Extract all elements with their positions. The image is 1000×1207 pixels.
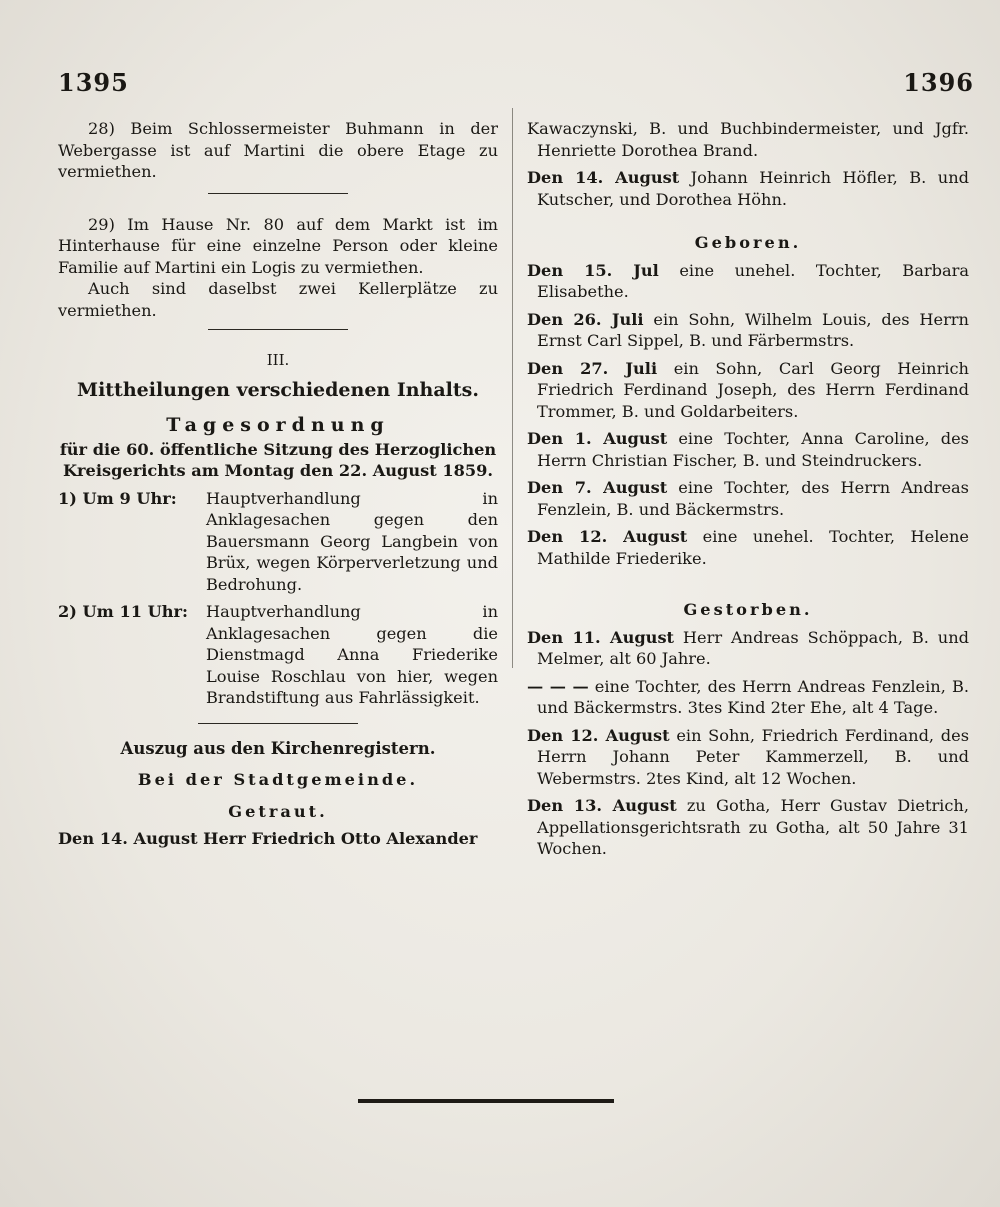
church-register-title: Auszug aus den Kirchenregistern. xyxy=(120,738,436,758)
died-entry xyxy=(527,795,969,860)
entry-date: Den 26. Juli xyxy=(527,309,644,329)
advert-29: 29) Im Hause Nr. 80 auf dem Markt ist im Hinterhause für eine einzelne Person oder kleine Familie auf Martini ein Logis zu vermiethen. xyxy=(58,214,498,277)
entry-date: Den 14. August xyxy=(527,168,680,187)
died-heading: Gestorben. xyxy=(683,600,813,619)
section-title: Mittheilungen verschiedenen Inhalts. xyxy=(77,378,479,401)
entry-text: eine unehel. Tochter, Helene Mathilde Friederike. xyxy=(537,527,969,568)
section-number: III. xyxy=(266,351,290,369)
born-entry xyxy=(527,526,969,569)
parish-title: Bei der Stadtgemeinde. xyxy=(137,770,419,789)
entry-date: Den 13. August xyxy=(527,796,677,815)
died-entry xyxy=(527,676,969,719)
agenda-item-text: Hauptverhandlung in Anklagesachen gegen die Dienstmagd Anna Friederike Louise Roschlau von hier, wegen Brandstiftung aus Fahrlässigkeit. xyxy=(206,602,498,707)
entry-text: zu Gotha, Herr Gustav Dietrich, Appellationsgerichtsrath zu Gotha, alt 50 Jahre 31 Wochen. xyxy=(537,796,970,858)
entry-date: — — — xyxy=(527,676,589,696)
entry-text: eine Tochter, Anna Caroline, des Herrn Christian Fischer, B. und Steindruckers. xyxy=(537,429,969,470)
entry-text: ein Sohn, Wilhelm Louis, des Herrn Ernst Carl Sippel, B. und Färbermstrs. xyxy=(537,309,969,350)
entry-text: ein Sohn, Carl Georg Heinrich Friedrich Ferdinand Joseph, des Herrn Ferdinand Trommer, B. und Goldarbeiters. xyxy=(537,358,969,421)
entry-date: Den 11. August xyxy=(527,627,675,647)
entry-date: Den 12. August xyxy=(527,527,688,546)
page-number-right: 1396 xyxy=(903,68,974,97)
left-column xyxy=(58,118,498,850)
entry-text: Johann Heinrich Höfler, B. und Kutscher, und Dorothea Höhn. xyxy=(537,168,970,209)
agenda-item-text: Hauptverhandlung in Anklagesachen gegen den Bauersmann Georg Langbein von Brüx, wegen Körperverletzung und Bedrohung. xyxy=(206,488,498,594)
born-entry xyxy=(527,260,969,303)
agenda-subtitle: für die 60. öffentliche Sitzung des Herzoglichen Kreisgerichts am Montag den 22. August 1859. xyxy=(59,439,497,480)
agenda-item-time: 2) Um 11 Uhr: xyxy=(58,602,188,621)
entry-text: eine Tochter, des Herrn Andreas Fenzlein, B. und Bäckermstrs. xyxy=(537,478,969,519)
married-entry xyxy=(527,167,969,210)
entry-date: Den 12. August xyxy=(527,725,670,745)
agenda-item xyxy=(58,601,498,709)
separator-rule xyxy=(208,193,348,194)
agenda-item-time: 1) Um 9 Uhr: xyxy=(58,488,177,508)
page-number-left: 1395 xyxy=(58,68,129,97)
entry-text: eine Tochter, des Herrn Andreas Fenzlein, B. und Bäckermstrs. 3tes Kind 2ter Ehe, alt 4 Tage. xyxy=(537,676,969,717)
died-entry xyxy=(527,725,969,790)
advert-28: 28) Beim Schlossermeister Buhmann in der Webergasse ist auf Martini die obere Etage zu vermiethen. xyxy=(58,119,498,181)
entry-date: Den 1. August xyxy=(527,429,668,448)
married-heading: Getraut. xyxy=(228,801,328,821)
entry-text: eine unehel. Tochter, Barbara Elisabethe. xyxy=(537,260,969,301)
right-column xyxy=(527,118,969,866)
advert-29-addendum: Auch sind daselbst zwei Kellerplätze zu vermiethen. xyxy=(58,279,498,320)
entry-text: ein Sohn, Friedrich Ferdinand, des Herrn Johann Peter Kammerzell, B. und Webermstrs. 2tes Kind, alt 12 Wochen. xyxy=(537,725,969,788)
entry-date: Den 15. Jul xyxy=(527,260,659,280)
born-entry xyxy=(527,428,969,471)
separator-rule xyxy=(198,723,358,724)
born-entry xyxy=(527,477,969,520)
married-entry-start: Den 14. August Herr Friedrich Otto Alexander xyxy=(58,829,478,848)
died-entry xyxy=(527,627,969,670)
married-entry-continued: Kawaczynski, B. und Buchbindermeister, und Jgfr. Henriette Dorothea Brand. xyxy=(527,119,969,160)
entry-text: Herr Andreas Schöppach, B. und Melmer, alt 60 Jahre. xyxy=(537,627,969,668)
born-entry xyxy=(527,309,969,352)
column-divider xyxy=(512,108,513,668)
entry-date: Den 27. Juli xyxy=(527,358,658,378)
separator-rule xyxy=(208,329,348,330)
entry-date: Den 7. August xyxy=(527,478,668,497)
closing-rule xyxy=(358,1099,614,1103)
born-entry xyxy=(527,358,969,423)
agenda-item xyxy=(58,488,498,596)
born-heading: Geboren. xyxy=(694,233,802,252)
agenda-title: Tagesordnung xyxy=(166,414,390,436)
